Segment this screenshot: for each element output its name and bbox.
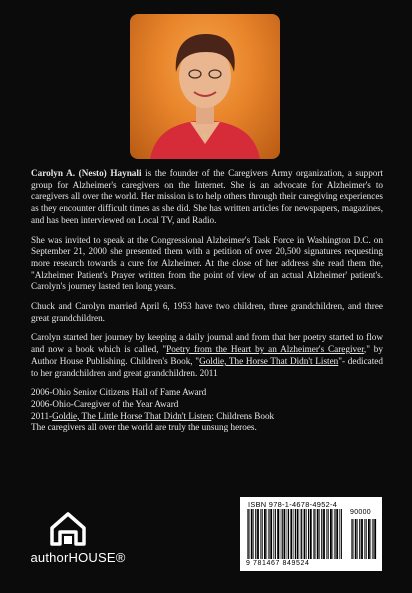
award-1: 2006-Ohio Senior Citizens Hall of Fame Award [31,387,207,398]
barcode-stripe [273,509,274,559]
price-code: 90000 [350,509,371,516]
barcode-stripe [288,509,289,559]
barcode-stripe [330,509,332,559]
barcode-stripe [257,509,259,559]
isbn-barcode [240,497,382,571]
award-3-suffix: : Childrens Book [211,410,275,421]
barcode-stripe [355,519,357,559]
barcode-stripe [268,509,269,559]
barcode-stripe [336,509,338,559]
barcode-stripe [275,509,276,559]
barcode-stripe [368,519,370,559]
barcode-stripe [321,509,322,559]
barcode-stripe [297,509,299,559]
bio-text [31,168,383,434]
barcode-stripe [270,509,272,559]
author-photo [130,14,280,159]
bio-paragraph-intro [31,168,383,227]
barcode-stripe [253,509,254,559]
barcode-stripe [314,509,315,559]
barcode-stripe [359,519,360,559]
books-text-b: ," by Author House Publishing. Children's Book, " [31,344,383,366]
book-title-poetry: Poetry from the Heart by an Alzheimer's Caregiver [166,344,364,355]
barcode-stripe [284,509,286,559]
barcode-stripe [364,519,365,559]
barcode-stripe [333,509,334,559]
author-name: Carolyn A. (Nesto) Haynali [31,168,142,178]
barcode-stripe [357,519,358,559]
barcode-stripe [301,509,302,559]
barcode-stripe [290,509,292,559]
barcode-stripe [361,519,363,559]
barcode-stripe [334,509,335,559]
barcode-stripe [366,519,367,559]
barcode-stripe [310,509,312,559]
barcode-stripe [304,509,306,559]
barcode-bars [246,509,344,559]
barcode-stripe [277,509,279,559]
barcode-stripe [306,509,307,559]
barcode-stripe [308,509,309,559]
barcode-stripe [293,509,294,559]
barcode-stripe [351,519,352,559]
barcode-stripe [326,509,327,559]
barcode-stripe [264,509,266,559]
barcode-digits: 9 781467 849524 [246,560,310,567]
barcode-stripe [262,509,263,559]
bio-paragraph-books [31,332,383,379]
barcode-stripe [371,519,372,559]
barcode-stripe [251,509,253,559]
barcode-stripe [352,519,353,559]
award-3-title: Goldie, The Little Horse That Didn't Listen [52,410,212,421]
barcode-stripe [313,509,314,559]
barcode-stripe [260,509,261,559]
barcode-stripe [247,509,248,559]
intro-text: is the founder of the Caregivers Army organization, a support group for Alzheimer's caregivers on the Internet. She is an advocate for Alzheimer's to caregivers all over the world. Her mission is to help others through their caregiving experiences as they encounter difficult times as she did. She has written articles for newspapers, magazines, and has been interviewed on Local TV, and Radio. [31,168,383,225]
bio-paragraph-congress: She was invited to speak at the Congressional Alzheimer's Task Force in Washington D.C. on September 21, 2000 she presented them with a petition of over 20,500 signatures requesting more research towards a cure for Alzheimer. At the close of her address she read them the, "Alzheimer Patient's Prayer written from the point of view of an actual Alzheimer' patient's. Carolyn's journey lasted ten long years. [31,234,383,292]
author-portrait-illustration [130,14,280,159]
award-2: 2006-Ohio-Caregiver of the Year Award [31,398,179,409]
barcode-stripe [295,509,296,559]
barcode-stripe [323,509,325,559]
barcode-stripe [282,509,283,559]
barcode-stripe [341,509,342,559]
barcode-stripe [374,519,376,559]
book-title-goldie: Goldie, The Horse That Didn't Listen [199,355,339,366]
publisher-logo [28,510,148,570]
barcode-stripe [317,509,319,559]
publisher-name: authorHOUSE® [30,550,126,565]
books-text-a: Carolyn started her journey by keeping a daily journal and from that her poetry started to flow and now a book which is called, " [31,332,383,355]
closing-line: The caregivers all over the world are truly the unsung heroes. [31,422,257,433]
price-barcode-bars [350,519,378,559]
barcode-stripe [267,509,268,559]
bio-paragraph-family: Chuck and Carolyn married April 6, 1953 have two children, three grandchildren, and three great grandchildren. [31,301,383,323]
barcode-stripe [255,509,256,559]
barcode-stripe [372,519,373,559]
barcode-stripe [339,509,340,559]
barcode-stripe [300,509,301,559]
isbn-number: ISBN 978-1-4678-4952-4 [248,500,338,509]
barcode-stripe [280,509,281,559]
barcode-stripe [287,509,288,559]
award-3-prefix: 2011- [31,410,53,421]
award-3 [31,411,383,423]
books-text-c: "- dedicated to her grandchildren and great grandchildren. 2011 [31,355,383,378]
barcode-stripe [328,509,329,559]
barcode-stripe [319,509,320,559]
author-house-icon [48,510,88,546]
barcode-stripe [248,509,249,559]
